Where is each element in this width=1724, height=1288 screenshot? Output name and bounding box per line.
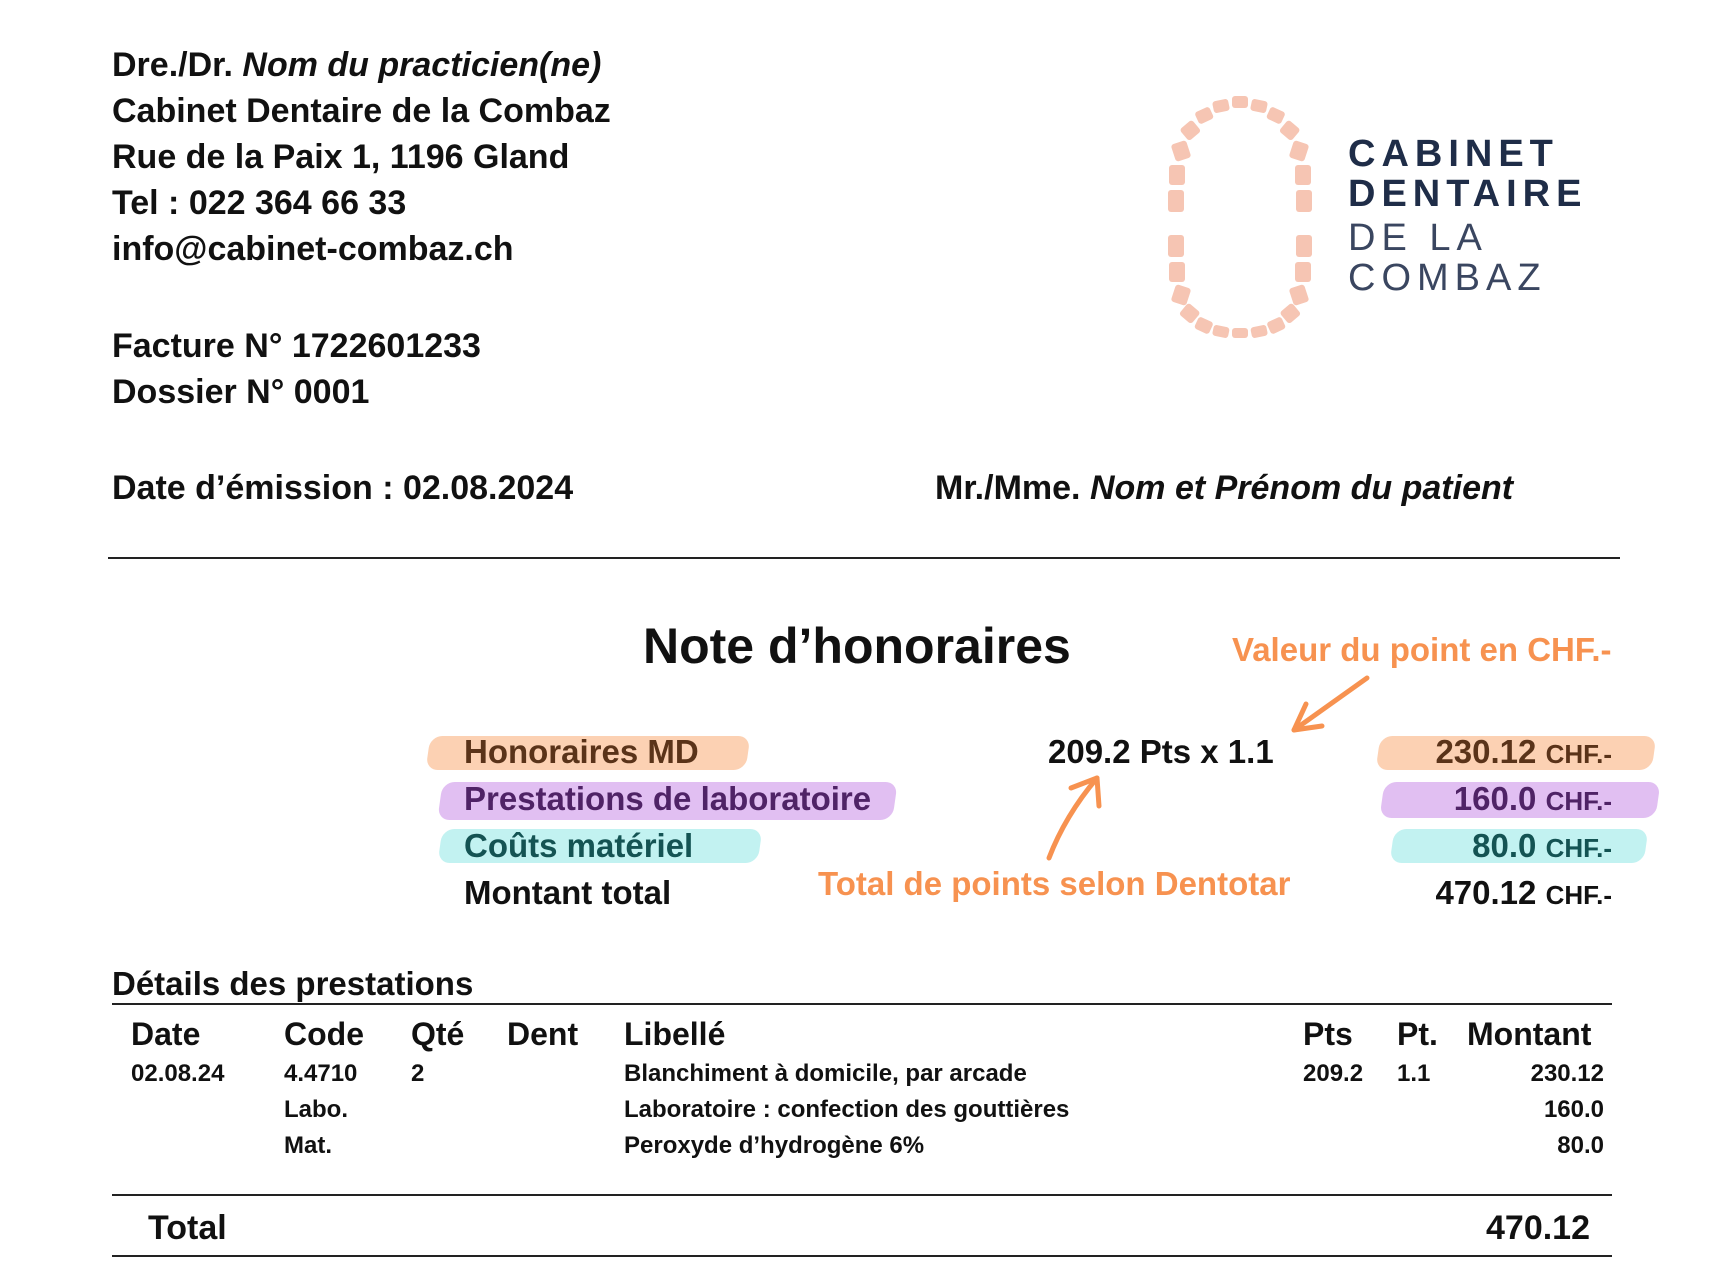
amount-currency: CHF.- bbox=[1545, 833, 1612, 863]
cell-amount: 160.0 bbox=[1543, 1096, 1604, 1123]
invoice-number: Facture N° 1722601233 bbox=[112, 327, 481, 365]
summary-amount-total bbox=[1352, 871, 1612, 917]
clinic-name: Cabinet Dentaire de la Combaz bbox=[112, 92, 611, 130]
summary-amount-laboratoire bbox=[1352, 777, 1612, 823]
summary-amount-materiel bbox=[1352, 824, 1612, 870]
invoice-ids bbox=[112, 323, 481, 415]
practitioner-name: Nom du practicien(ne) bbox=[242, 46, 602, 84]
total-value: 470.12 bbox=[1486, 1209, 1590, 1247]
amount-value: 160.0 bbox=[1453, 780, 1537, 817]
logo-text-line3: DE LA bbox=[1348, 217, 1488, 259]
cell-label: Peroxyde d’hydrogène 6% bbox=[624, 1132, 925, 1159]
practitioner-prefix: Dre./Dr. bbox=[112, 46, 233, 84]
summary-label-honoraires: Honoraires MD bbox=[464, 733, 699, 770]
summary-label-laboratoire: Prestations de laboratoire bbox=[464, 780, 872, 817]
clinic-email[interactable]: info@cabinet-combaz.ch bbox=[112, 230, 514, 268]
summary-formula: 209.2 Pts x 1.1 bbox=[1048, 733, 1274, 770]
amount-value: 230.12 bbox=[1435, 733, 1537, 770]
details-title: Détails des prestations bbox=[112, 965, 474, 1002]
cell-points: 209.2 bbox=[1303, 1060, 1364, 1087]
total-bottom-rule bbox=[112, 1255, 1612, 1257]
col-header-tooth: Dent bbox=[507, 1016, 579, 1052]
total-label: Total bbox=[148, 1209, 227, 1247]
annotation-point-value: Valeur du point en CHF.- bbox=[1232, 631, 1612, 668]
cell-code: Labo. bbox=[284, 1096, 348, 1123]
dossier-number: Dossier N° 0001 bbox=[112, 373, 370, 411]
total-top-rule bbox=[112, 1194, 1612, 1196]
patient-line bbox=[935, 465, 1513, 511]
col-header-date: Date bbox=[131, 1016, 201, 1052]
header-divider bbox=[108, 557, 1620, 559]
practitioner-name-line bbox=[112, 42, 812, 88]
col-header-code: Code bbox=[284, 1016, 364, 1052]
cell-amount: 80.0 bbox=[1557, 1132, 1604, 1159]
issue-date: Date d’émission : 02.08.2024 bbox=[112, 469, 574, 507]
clinic-address: Rue de la Paix 1, 1196 Gland bbox=[112, 138, 570, 176]
annotation-total-points: Total de points selon Dentotar bbox=[818, 865, 1291, 902]
amount-currency: CHF.- bbox=[1545, 786, 1612, 816]
col-header-qty: Qté bbox=[411, 1016, 465, 1052]
cell-label: Laboratoire : confection des gouttières bbox=[624, 1096, 1070, 1123]
patient-prefix: Mr./Mme. bbox=[935, 469, 1081, 507]
col-header-label: Libellé bbox=[624, 1016, 726, 1052]
cell-point-value: 1.1 bbox=[1397, 1060, 1431, 1087]
logo-text-line1: CABINET bbox=[1348, 133, 1559, 175]
amount-value: 470.12 bbox=[1435, 874, 1537, 911]
cell-date: 02.08.24 bbox=[131, 1060, 225, 1087]
summary-label-materiel: Coûts matériel bbox=[464, 827, 694, 864]
cell-label: Blanchiment à domicile, par arcade bbox=[624, 1060, 1027, 1087]
amount-currency: CHF.- bbox=[1545, 880, 1612, 910]
teeth-arch-icon bbox=[1160, 90, 1320, 340]
logo-text-line2: DENTAIRE bbox=[1348, 173, 1588, 215]
col-header-amount: Montant bbox=[1467, 1016, 1592, 1052]
cell-qty: 2 bbox=[411, 1060, 425, 1087]
col-header-point-value: Pt. bbox=[1397, 1016, 1438, 1052]
amount-currency: CHF.- bbox=[1545, 739, 1612, 769]
details-top-rule bbox=[112, 1003, 1612, 1005]
logo-text-line4: COMBAZ bbox=[1348, 257, 1547, 299]
summary-label-total: Montant total bbox=[464, 874, 672, 911]
cell-amount: 230.12 bbox=[1530, 1060, 1604, 1087]
cell-code: Mat. bbox=[284, 1132, 332, 1159]
arrow-total-points-icon bbox=[1035, 766, 1125, 876]
cell-code: 4.4710 bbox=[284, 1060, 358, 1087]
clinic-logo bbox=[1160, 90, 1588, 340]
col-header-points: Pts bbox=[1303, 1016, 1353, 1052]
practitioner-block bbox=[112, 42, 812, 272]
summary-title: Note d’honoraires bbox=[643, 618, 1071, 674]
arrow-point-value-icon bbox=[1272, 668, 1392, 758]
patient-name: Nom et Prénom du patient bbox=[1089, 469, 1514, 507]
clinic-phone: Tel : 022 364 66 33 bbox=[112, 184, 407, 222]
amount-value: 80.0 bbox=[1472, 827, 1537, 864]
